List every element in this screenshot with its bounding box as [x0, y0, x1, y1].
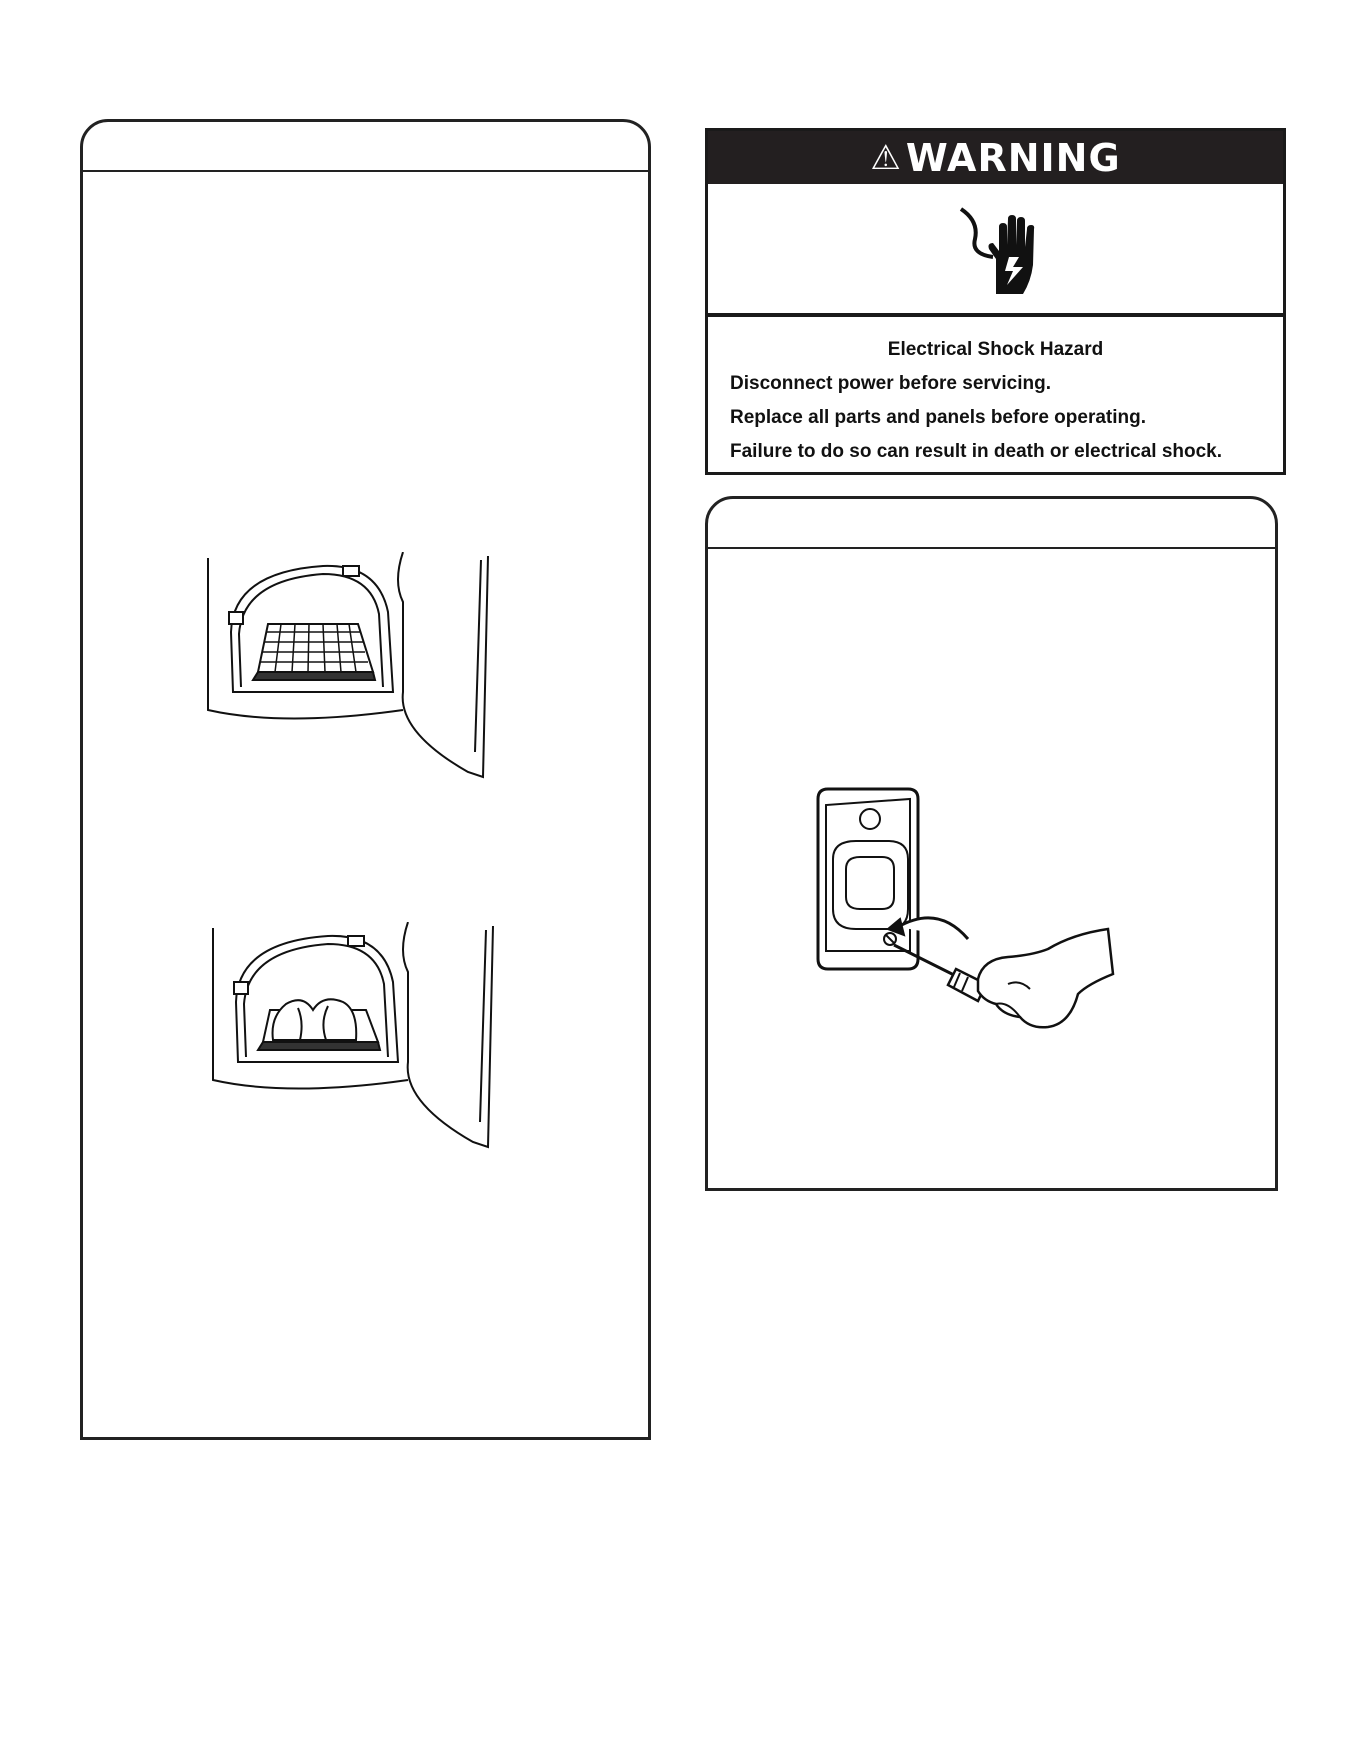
- dryer-drum-rack-with-items-illustration: [208, 922, 528, 1157]
- hazard-heading: Electrical Shock Hazard: [887, 339, 1104, 360]
- warning-text-block: [708, 317, 1283, 469]
- dryer-drum-empty-rack-illustration: [203, 552, 523, 787]
- left-panel-header: [83, 122, 648, 172]
- electrical-shock-warning-box: [705, 128, 1286, 475]
- right-panel-header: [708, 499, 1275, 549]
- warning-symbol-area: [708, 184, 1283, 317]
- warning-line-1: Disconnect power before servicing.: [730, 373, 1051, 394]
- warning-line-2: Replace all parts and panels before operating.: [730, 407, 1147, 428]
- left-instruction-panel: [80, 119, 651, 1440]
- warning-line-3: Failure to do so can result in death or electrical shock.: [730, 441, 1223, 462]
- right-instruction-panel: [705, 496, 1278, 1191]
- access-panel-screwdriver-illustration: [808, 779, 1138, 1069]
- warning-header: [708, 131, 1283, 184]
- warning-triangle-icon: ⚠: [870, 137, 902, 178]
- electrical-shock-hand-icon: [941, 199, 1051, 299]
- warning-title: WARNING: [905, 135, 1121, 180]
